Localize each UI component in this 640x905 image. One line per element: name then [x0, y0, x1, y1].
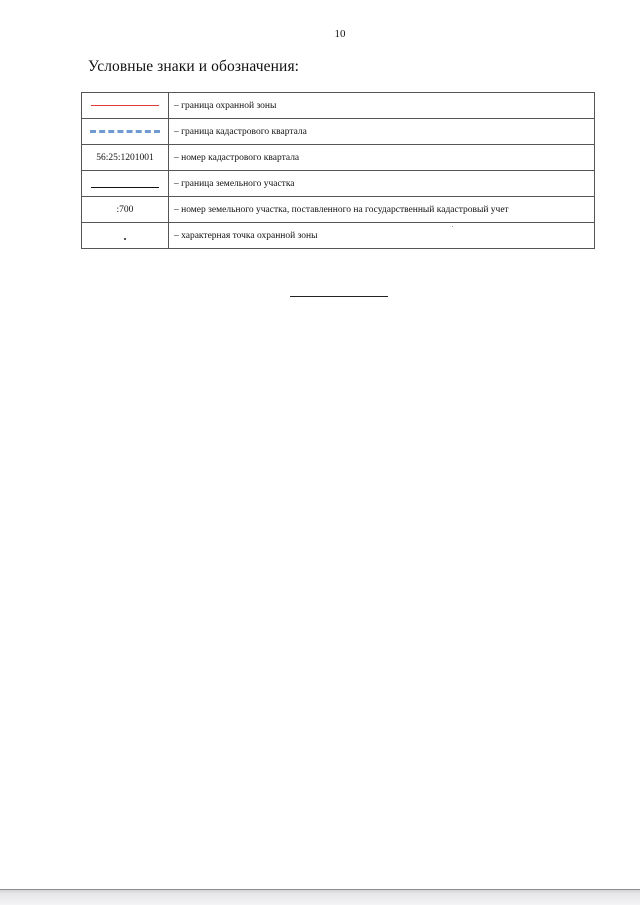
legend-description: – граница земельного участка	[169, 171, 595, 197]
legend-description: – граница охранной зоны	[169, 93, 595, 119]
legend-row	[82, 171, 595, 197]
legend-symbol-cell	[82, 171, 169, 197]
red-line-symbol	[91, 105, 159, 106]
legend-row	[82, 197, 595, 223]
legend-heading: Условные знаки и обозначения:	[88, 58, 300, 75]
legend-description: – номер кадастрового квартала	[169, 145, 595, 171]
legend-description: – характерная точка охранной зоны	[169, 223, 595, 249]
legend-row	[82, 93, 595, 119]
legend-description: – граница кадастрового квартала	[169, 119, 595, 145]
legend-symbol-cell: 56:25:1201001	[82, 145, 169, 171]
dashed-blue-line-symbol	[90, 130, 160, 133]
legend-row	[82, 119, 595, 145]
legend-row	[82, 223, 595, 249]
end-rule	[290, 296, 388, 297]
legend-description: – номер земельного участка, поставленного на государственный кадастровый учет	[169, 197, 595, 223]
legend-table	[81, 92, 595, 249]
legend-symbol-cell	[82, 119, 169, 145]
legend-row	[82, 145, 595, 171]
scan-bottom-edge	[0, 889, 640, 905]
legend-symbol-cell	[82, 223, 169, 249]
legend-symbol-cell: :700	[82, 197, 169, 223]
page-number: 10	[334, 28, 346, 40]
point-symbol	[124, 238, 126, 240]
black-line-symbol	[91, 187, 159, 188]
scan-speck	[452, 226, 453, 227]
legend-symbol-cell	[82, 93, 169, 119]
scan-bottom-edge-line	[0, 889, 640, 890]
